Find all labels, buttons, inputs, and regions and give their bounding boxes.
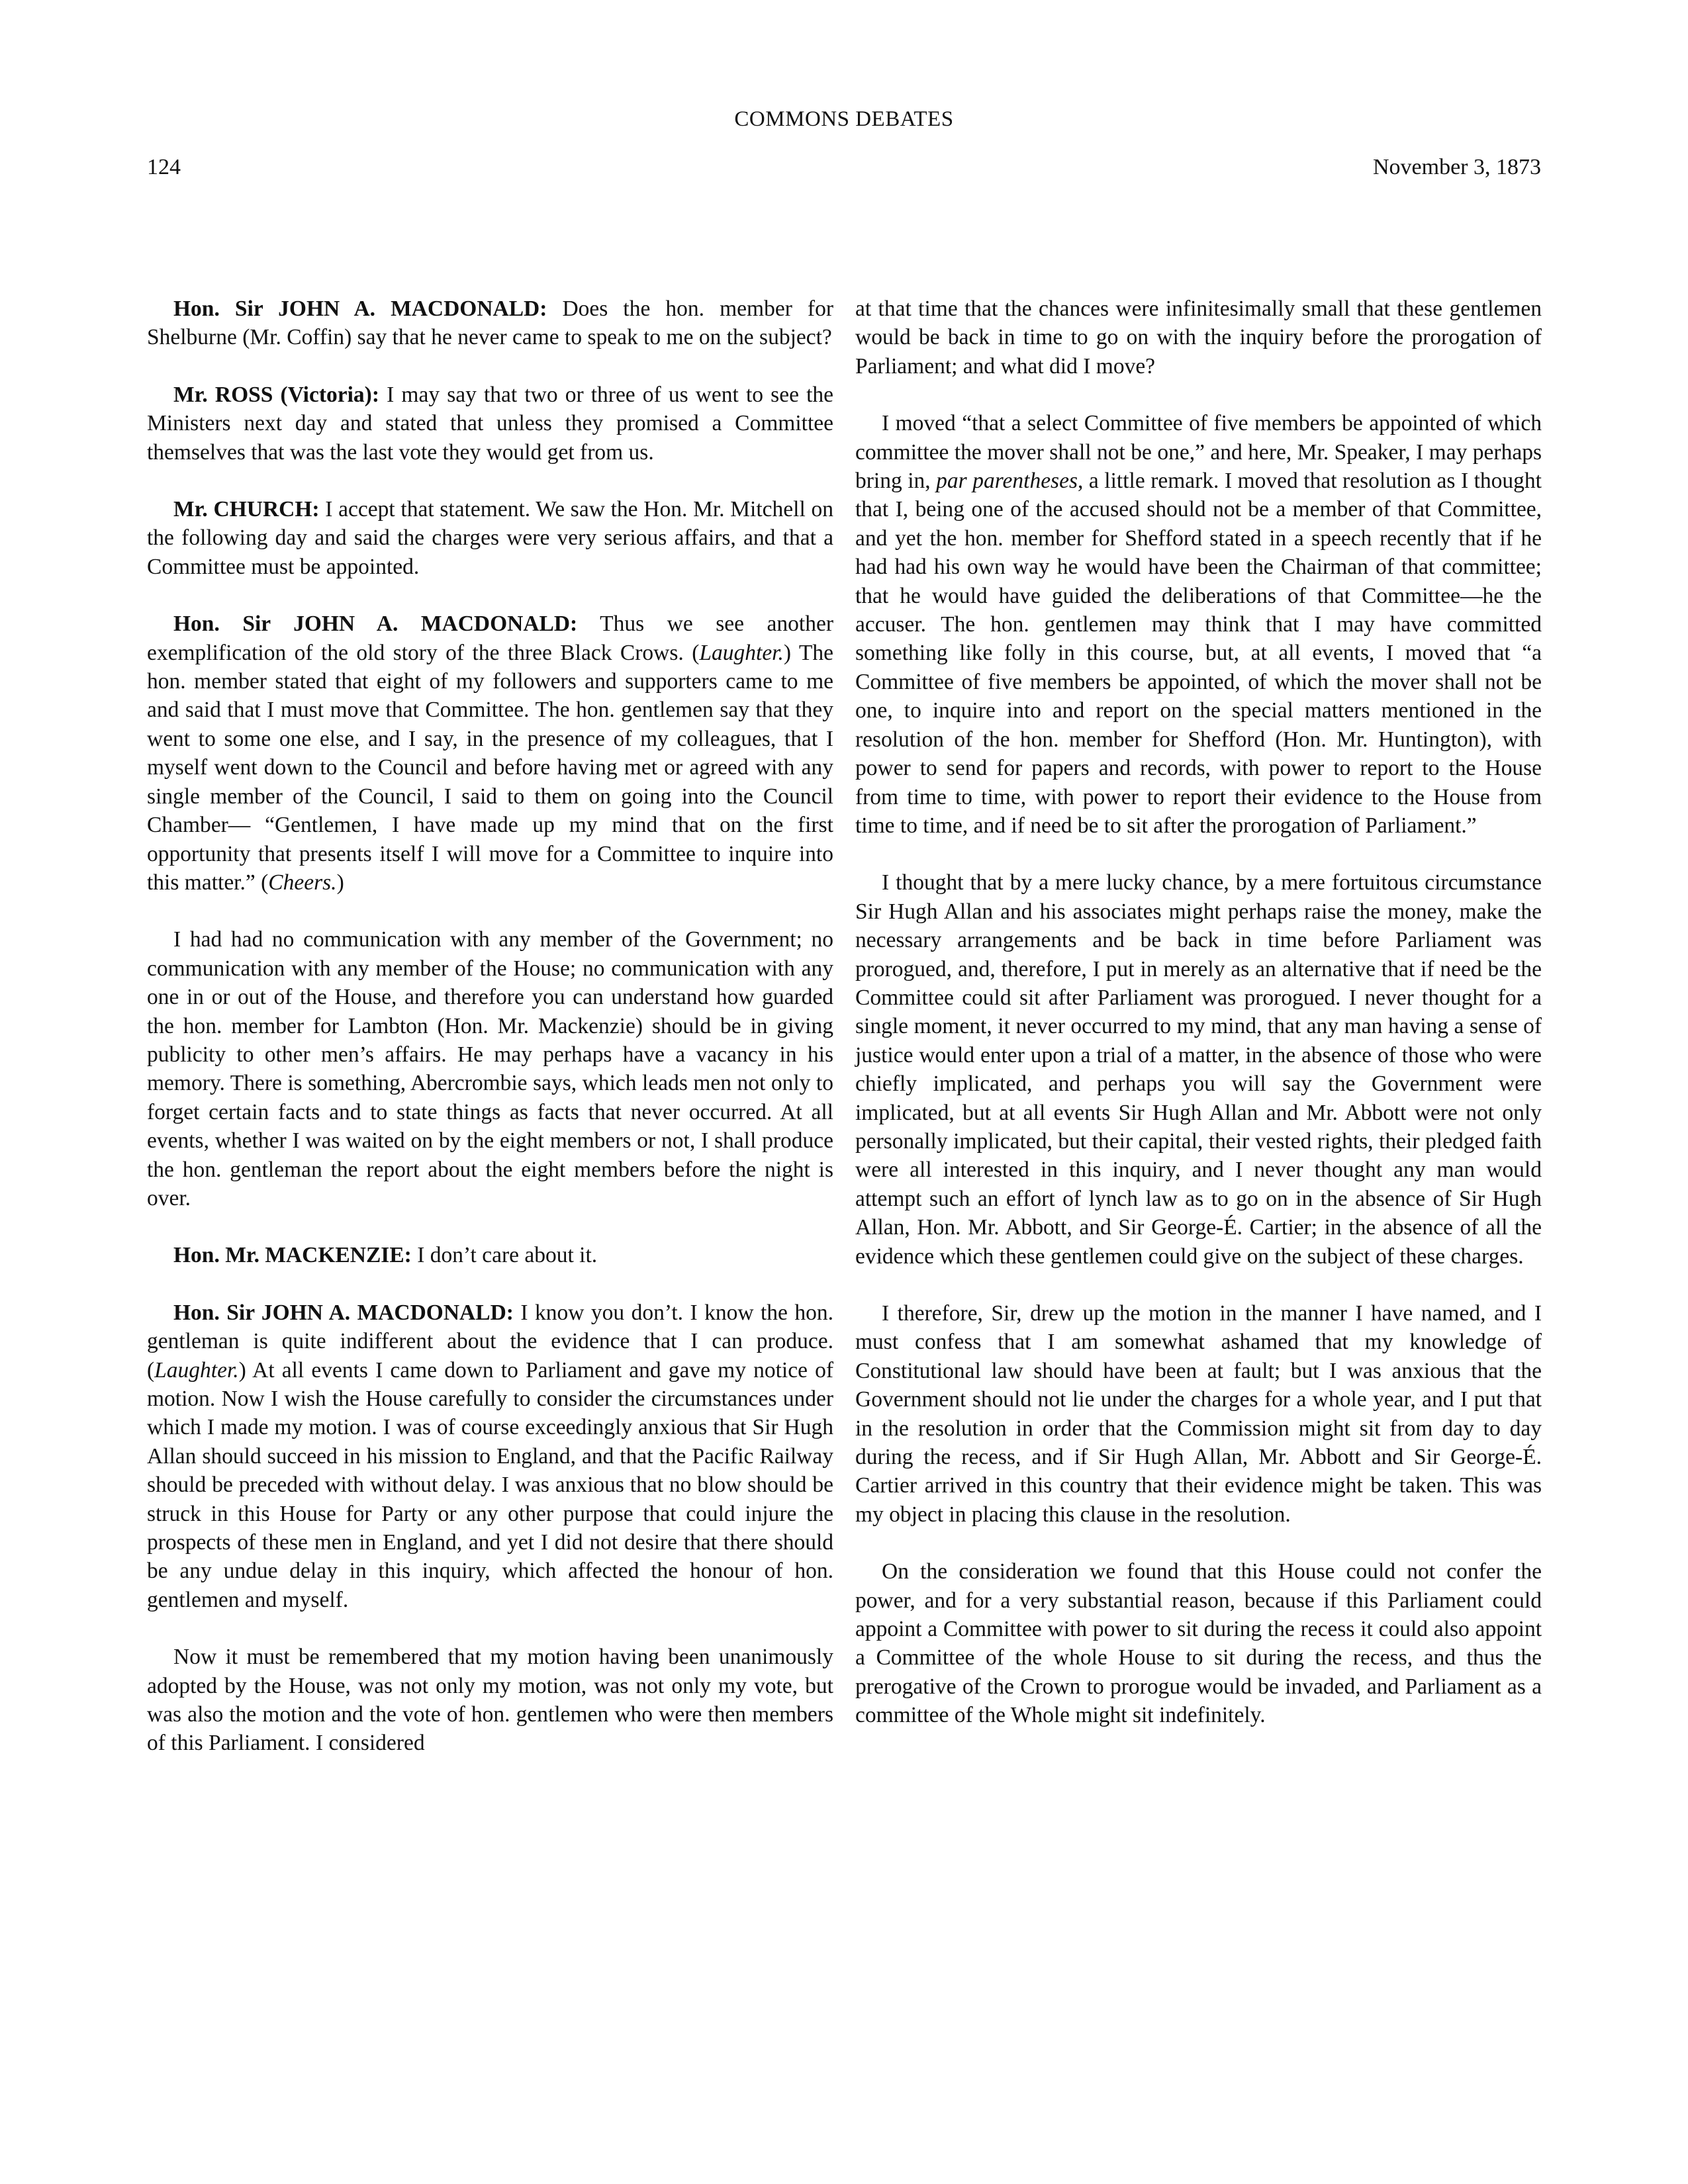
- paragraph: [147, 295, 833, 352]
- paragraph: [147, 1241, 833, 1269]
- paragraph: [855, 868, 1542, 1271]
- right-column: [855, 295, 1542, 1758]
- paragraph: [147, 1643, 833, 1758]
- left-column: [147, 295, 833, 1786]
- paragraph-text: I moved “that a select Committee of five members be appointed of which committee the mover shall not be one,” and here, Mr. Speaker, I may perhaps bring in,: [855, 411, 1542, 494]
- paragraph: [147, 925, 833, 1212]
- stage-direction: Laughter.: [154, 1357, 239, 1383]
- speaker-name: Hon. Mr. MACKENZIE:: [173, 1243, 412, 1268]
- speaker-name: Hon. Sir JOHN A. MACDONALD:: [173, 612, 578, 637]
- paragraph-text: I accept that statement. We saw the Hon. Mr. Mitchell on the following day and said the charges were very serious affairs, and that a Committee must be appointed.: [147, 497, 833, 579]
- paragraph-text: , a little remark. I moved that resolution as I thought that I, being one of the accused should not be a member of that Committee, and yet the hon. member for Shefford stated in a speech recently that if he had had his own way he would have been the Chairman of that committee; that he would have guided the deliberations of that Committee—he the accuser. The hon. gentlemen may think that I may have committed something like folly in this course, but, at all events, I moved that “a Committee of five members be appointed, of which the mover shall not be one, to inquire into and report on the special matters mentioned in the resolution of the hon. member for Shefford (Hon. Mr. Huntington), with power to send for papers and records, with power to report to the House from time to time, with power to report their evidence to the House from time to time, and if need be to sit after the prorogation of Parliament.”: [855, 469, 1542, 838]
- stage-direction: Cheers.: [268, 870, 337, 895]
- paragraph-text: ) At all events I came down to Parliament and gave my notice of motion. Now I wish the House carefully to consider the circumstances under which I made my motion. I was of course exceedingly anxious that Sir Hugh Allan should succeed in his mission to England, and that the Pacific Railway should be preceded with without delay. I was anxious that no blow should be struck in this House for Party or any other purpose that could injure the prospects of these men in England, and yet I did not desire that there should be any undue delay in this inquiry, which affected the honour of hon. gentlemen and myself.: [147, 1357, 833, 1612]
- paragraph: [855, 1299, 1542, 1529]
- stage-direction: Laughter.: [699, 640, 784, 665]
- page-date: November 3, 1873: [1372, 155, 1541, 179]
- paragraph: [147, 495, 833, 581]
- paragraph: [855, 1557, 1542, 1729]
- speaker-name: Hon. Sir JOHN A. MACDONALD:: [173, 296, 547, 321]
- speaker-name: Hon. Sir JOHN A. MACDONALD:: [173, 1300, 514, 1325]
- paragraph-text: On the consideration we found that this House could not confer the power, and for a very substantial reason, because if this Parliament could appoint a Committee with power to sit during the recess it could also appoint a Committee of the whole House to sit during the recess, and thus the prerogative of the Crown to prorogue would be invaded, and Parliament as a committee of the Whole might sit indefinitely.: [855, 1559, 1542, 1728]
- italic-phrase: par parentheses: [936, 469, 1078, 494]
- paragraph-text: I know you don’t. I know the hon. gentleman is quite indifferent about the evidence that I can produce. (: [147, 1300, 833, 1383]
- running-head: COMMONS DEBATES: [734, 107, 954, 131]
- paragraph-text: I may say that two or three of us went to see the Ministers next day and stated that unless they promised a Committee themselves that was the last vote they would get from us.: [147, 382, 833, 465]
- paragraph-text: ) The hon. member stated that eight of my followers and supporters came to me and said that I must move that Committee. The hon. gentlemen say that they went to some one else, and I say, in the presence of my colleagues, that I myself went down to the Council and before having met or agreed with any single member of the Council, I said to them on going into the Council Chamber— “Gentlemen, I have made up my mind that on the first opportunity that presents itself I will move for a Committee to inquire into this matter.” (: [147, 640, 833, 895]
- paragraph: [147, 610, 833, 897]
- paragraph-text: ): [336, 870, 344, 895]
- paragraph: [855, 409, 1542, 840]
- paragraph-text: I don’t care about it.: [411, 1243, 598, 1268]
- paragraph-text: I had had no communication with any member of the Government; no communication with any member of the House; no communication with any one in or out of the House, and therefore you can understand how guarded the hon. member for Lambton (Hon. Mr. Mackenzie) should be in giving publicity to other men’s affairs. He may perhaps have a vacancy in his memory. There is something, Abercrombie says, which leads men not only to forget certain facts and to state things as facts that never occurred. At all events, whether I was waited on by the eight members or not, I shall produce the hon. gentleman the report about the eight members before the night is over.: [147, 927, 833, 1210]
- paragraph: [147, 1298, 833, 1614]
- page-number: 124: [147, 155, 181, 179]
- paragraph-text: I thought that by a mere lucky chance, by a mere fortuitous circumstance Sir Hugh Allan and his associates might perhaps raise the money, make the necessary arrangements and be back in time before Parliament was prorogued, and, therefore, I put in merely as an alternative that if need be the Committee could sit after Parliament was prorogued. I never thought for a single moment, it never occurred to my mind, that any man having a sense of justice would enter upon a trial of a matter, in the absence of those who were chiefly implicated, and perhaps you will say the Government were implicated, but at all events Sir Hugh Allan and Mr. Abbott were not only personally implicated, but their capital, their vested rights, their pledged faith were all interested in this inquiry, and I never thought any man would attempt such an effort of lynch law as to go on in the absence of Sir Hugh Allan, Hon. Mr. Abbott, and Sir George-É. Cartier; in the absence of all the evidence which these gentlemen could give on the subject of these charges.: [855, 870, 1542, 1269]
- paragraph: [147, 381, 833, 467]
- paragraph-text: I therefore, Sir, drew up the motion in the manner I have named, and I must confess that I am somewhat ashamed that my knowledge of Constitutional law should have been at fault; but I was anxious that the Government should not lie under the charges for a whole year, and I put that in the resolution in order that the Commission might sit from day to day during the recess, and if Sir Hugh Allan, Mr. Abbott and Sir George-É. Cartier arrived in this country that their evidence might be taken. This was my object in placing this clause in the resolution.: [855, 1301, 1542, 1527]
- paragraph-text: Now it must be remembered that my motion having been unanimously adopted by the House, was not only my motion, was not only my vote, but was also the motion and the vote of hon. gentlemen who were then members of this Parliament. I considered: [147, 1645, 833, 1756]
- paragraph-text: Thus we see another exemplification of the old story of the three Black Crows. (: [147, 612, 833, 665]
- paragraph-text: Does the hon. member for Shelburne (Mr. Coffin) say that he never came to speak to me on the subject?: [147, 296, 833, 350]
- paragraph: [855, 295, 1542, 381]
- paragraph-text: at that time that the chances were infinitesimally small that these gentlemen would be back in time to go on with the inquiry before the prorogation of Parliament; and what did I move?: [855, 296, 1542, 379]
- speaker-name: Mr. ROSS (Victoria):: [173, 382, 379, 407]
- speaker-name: Mr. CHURCH:: [173, 497, 320, 522]
